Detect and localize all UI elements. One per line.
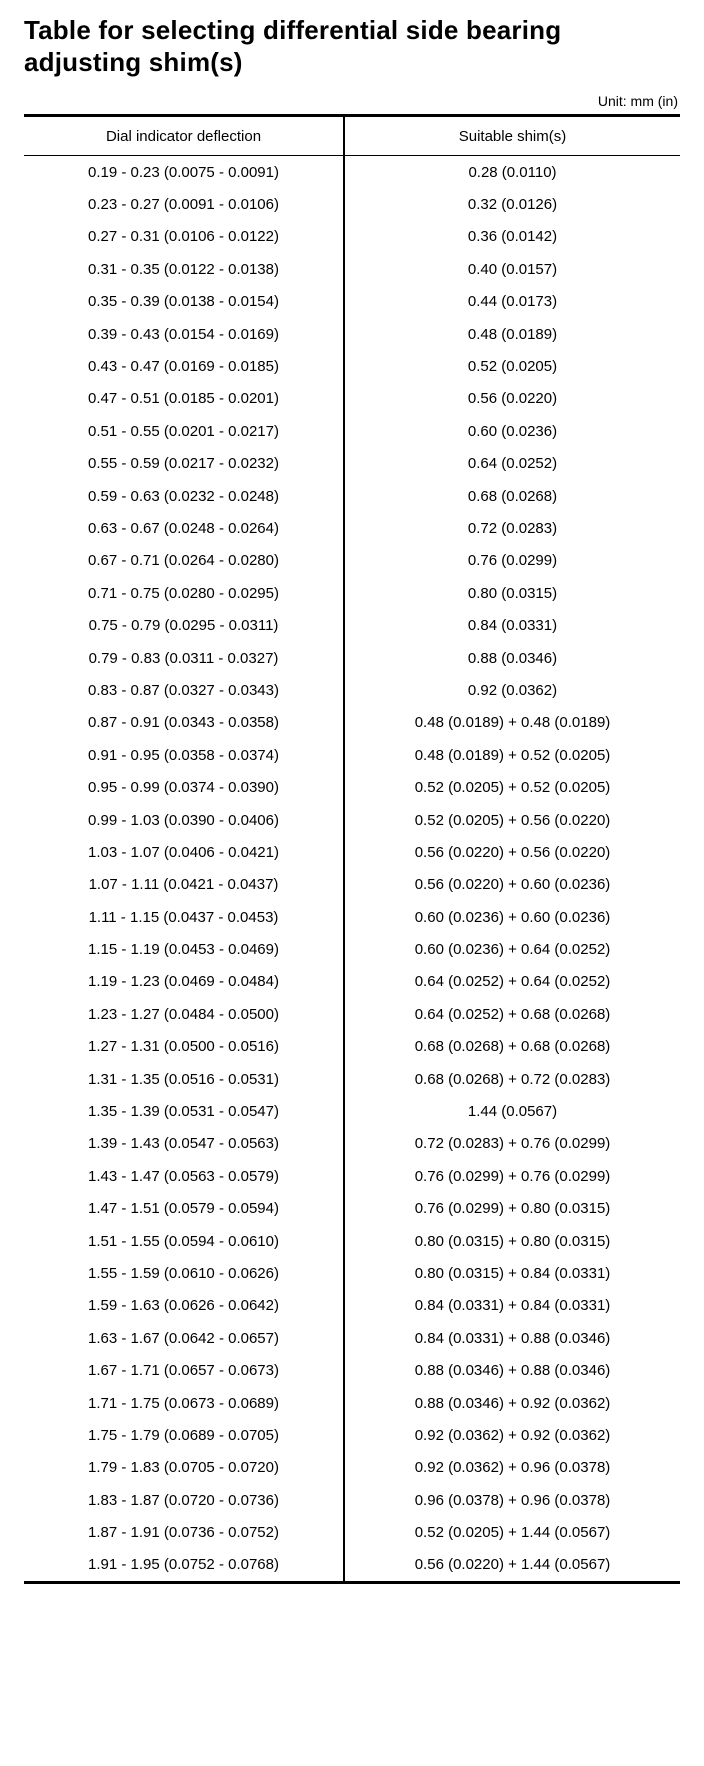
table-row (24, 221, 680, 253)
table-row (24, 415, 680, 447)
deflection-cell: 1.79 - 1.83 (0.0705 - 0.0720) (24, 1452, 344, 1484)
shim-cell: 0.44 (0.0173) (467, 293, 558, 311)
table-row (24, 609, 680, 641)
deflection-cell: 0.91 - 0.95 (0.0358 - 0.0374) (24, 739, 344, 771)
deflection-cell: 0.71 - 0.75 (0.0280 - 0.0295) (24, 577, 344, 609)
shim-cell: 0.76 (0.0299) + 0.76 (0.0299) (414, 1167, 611, 1185)
header-dial-indicator-deflection: Dial indicator deflection (24, 116, 344, 156)
deflection-cell: 1.75 - 1.79 (0.0689 - 0.0705) (24, 1419, 344, 1451)
shim-cell: 0.92 (0.0362) + 0.92 (0.0362) (414, 1426, 611, 1444)
deflection-cell: 1.39 - 1.43 (0.0547 - 0.0563) (24, 1128, 344, 1160)
deflection-cell: 0.83 - 0.87 (0.0327 - 0.0343) (24, 674, 344, 706)
deflection-cell: 0.87 - 0.91 (0.0343 - 0.0358) (24, 707, 344, 739)
table-row (24, 1387, 680, 1419)
unit-label: Unit: mm (in) (597, 93, 678, 109)
shim-selection-table (24, 114, 680, 1584)
table-row (24, 674, 680, 706)
deflection-cell: 1.19 - 1.23 (0.0469 - 0.0484) (24, 966, 344, 998)
document-page (24, 0, 680, 1584)
deflection-cell: 0.59 - 0.63 (0.0232 - 0.0248) (24, 480, 344, 512)
table-header-row (24, 116, 680, 156)
deflection-cell: 0.19 - 0.23 (0.0075 - 0.0091) (24, 156, 344, 189)
deflection-cell: 1.55 - 1.59 (0.0610 - 0.0626) (24, 1257, 344, 1289)
table-row (24, 1452, 680, 1484)
shim-cell: 0.76 (0.0299) (467, 552, 558, 570)
shim-cell: 0.60 (0.0236) + 0.60 (0.0236) (414, 908, 611, 926)
deflection-cell: 0.55 - 0.59 (0.0217 - 0.0232) (24, 448, 344, 480)
shim-cell: 0.48 (0.0189) (467, 325, 558, 343)
deflection-cell: 1.91 - 1.95 (0.0752 - 0.0768) (24, 1549, 344, 1583)
shim-cell: 0.88 (0.0346) + 0.88 (0.0346) (414, 1362, 611, 1380)
table-row (24, 188, 680, 220)
deflection-cell: 1.15 - 1.19 (0.0453 - 0.0469) (24, 933, 344, 965)
shim-cell: 0.80 (0.0315) + 0.84 (0.0331) (414, 1264, 611, 1282)
deflection-cell: 1.43 - 1.47 (0.0563 - 0.0579) (24, 1160, 344, 1192)
deflection-cell: 1.71 - 1.75 (0.0673 - 0.0689) (24, 1387, 344, 1419)
deflection-cell: 0.63 - 0.67 (0.0248 - 0.0264) (24, 512, 344, 544)
table-row (24, 1257, 680, 1289)
shim-cell: 0.68 (0.0268) + 0.68 (0.0268) (414, 1038, 611, 1056)
shim-cell: 0.60 (0.0236) (467, 422, 558, 440)
table-row (24, 642, 680, 674)
table-row (24, 707, 680, 739)
deflection-cell: 1.67 - 1.71 (0.0657 - 0.0673) (24, 1354, 344, 1386)
shim-cell: 0.68 (0.0268) + 0.72 (0.0283) (414, 1070, 611, 1088)
shim-cell: 0.52 (0.0205) + 0.52 (0.0205) (414, 779, 611, 797)
table-row (24, 577, 680, 609)
table-row (24, 318, 680, 350)
deflection-cell: 1.23 - 1.27 (0.0484 - 0.0500) (24, 998, 344, 1030)
deflection-cell: 0.47 - 0.51 (0.0185 - 0.0201) (24, 383, 344, 415)
table-row (24, 1128, 680, 1160)
shim-cell: 0.52 (0.0205) (467, 358, 558, 376)
table-row (24, 836, 680, 868)
shim-cell: 0.28 (0.0110) (468, 163, 557, 181)
deflection-cell: 1.63 - 1.67 (0.0642 - 0.0657) (24, 1322, 344, 1354)
deflection-cell: 0.23 - 0.27 (0.0091 - 0.0106) (24, 188, 344, 220)
deflection-cell: 1.47 - 1.51 (0.0579 - 0.0594) (24, 1193, 344, 1225)
page-title (24, 14, 680, 78)
table-row (24, 933, 680, 965)
shim-cell: 1.44 (0.0567) (467, 1103, 558, 1121)
shim-cell: 0.56 (0.0220) (467, 390, 558, 408)
table-row (24, 1484, 680, 1516)
shim-cell: 0.40 (0.0157) (467, 260, 558, 278)
shim-cell: 0.72 (0.0283) (467, 519, 558, 537)
shim-cell: 0.52 (0.0205) + 0.56 (0.0220) (414, 811, 611, 829)
table-row (24, 1193, 680, 1225)
table-row (24, 804, 680, 836)
deflection-cell: 0.31 - 0.35 (0.0122 - 0.0138) (24, 253, 344, 285)
table-row (24, 966, 680, 998)
table-row (24, 1516, 680, 1548)
table-row (24, 156, 680, 189)
deflection-cell: 1.83 - 1.87 (0.0720 - 0.0736) (24, 1484, 344, 1516)
shim-cell: 0.60 (0.0236) + 0.64 (0.0252) (414, 941, 611, 959)
table-row (24, 771, 680, 803)
shim-cell: 0.92 (0.0362) + 0.96 (0.0378) (414, 1459, 611, 1477)
shim-cell: 0.80 (0.0315) + 0.80 (0.0315) (414, 1232, 611, 1250)
table-row (24, 1063, 680, 1095)
title-line-1: Table for selecting differential side bearing (24, 15, 562, 45)
shim-cell: 0.88 (0.0346) (467, 649, 558, 667)
table-row (24, 1419, 680, 1451)
table-row (24, 869, 680, 901)
deflection-cell: 0.51 - 0.55 (0.0201 - 0.0217) (24, 415, 344, 447)
shim-cell: 0.84 (0.0331) + 0.88 (0.0346) (414, 1329, 611, 1347)
table-row (24, 253, 680, 285)
deflection-cell: 1.59 - 1.63 (0.0626 - 0.0642) (24, 1290, 344, 1322)
table-row (24, 1290, 680, 1322)
deflection-cell: 0.39 - 0.43 (0.0154 - 0.0169) (24, 318, 344, 350)
deflection-cell: 0.35 - 0.39 (0.0138 - 0.0154) (24, 286, 344, 318)
table-row (24, 480, 680, 512)
table-row (24, 1160, 680, 1192)
shim-cell: 0.64 (0.0252) + 0.68 (0.0268) (414, 1005, 611, 1023)
table-row (24, 998, 680, 1030)
table-row (24, 1549, 680, 1583)
header-suitable-shims: Suitable shim(s) (344, 116, 680, 156)
deflection-cell: 1.11 - 1.15 (0.0437 - 0.0453) (24, 901, 344, 933)
table-body (24, 156, 680, 1583)
table-row (24, 350, 680, 382)
deflection-cell: 1.07 - 1.11 (0.0421 - 0.0437) (24, 869, 344, 901)
shim-cell: 0.80 (0.0315) (467, 584, 558, 602)
deflection-cell: 1.35 - 1.39 (0.0531 - 0.0547) (24, 1095, 344, 1127)
table-row (24, 1225, 680, 1257)
shim-cell: 0.96 (0.0378) + 0.96 (0.0378) (414, 1491, 611, 1509)
deflection-cell: 0.43 - 0.47 (0.0169 - 0.0185) (24, 350, 344, 382)
deflection-cell: 1.51 - 1.55 (0.0594 - 0.0610) (24, 1225, 344, 1257)
table-row (24, 1322, 680, 1354)
shim-cell: 0.84 (0.0331) (467, 617, 558, 635)
deflection-cell: 0.99 - 1.03 (0.0390 - 0.0406) (24, 804, 344, 836)
shim-cell: 0.56 (0.0220) + 1.44 (0.0567) (414, 1556, 611, 1574)
table-row (24, 512, 680, 544)
title-line-2: adjusting shim(s) (24, 47, 243, 77)
deflection-cell: 1.27 - 1.31 (0.0500 - 0.0516) (24, 1031, 344, 1063)
shim-cell: 0.92 (0.0362) (467, 681, 558, 699)
table-row (24, 739, 680, 771)
shim-cell: 0.88 (0.0346) + 0.92 (0.0362) (414, 1394, 611, 1412)
deflection-cell: 1.87 - 1.91 (0.0736 - 0.0752) (24, 1516, 344, 1548)
shim-cell: 0.72 (0.0283) + 0.76 (0.0299) (414, 1135, 611, 1153)
table-row (24, 286, 680, 318)
shim-cell: 0.48 (0.0189) + 0.48 (0.0189) (414, 714, 611, 732)
table-row (24, 1095, 680, 1127)
table-row (24, 1354, 680, 1386)
table-row (24, 1031, 680, 1063)
shim-cell: 0.36 (0.0142) (467, 228, 558, 246)
shim-cell: 0.48 (0.0189) + 0.52 (0.0205) (414, 746, 611, 764)
shim-cell: 0.84 (0.0331) + 0.84 (0.0331) (414, 1297, 611, 1315)
deflection-cell: 0.95 - 0.99 (0.0374 - 0.0390) (24, 771, 344, 803)
table-row (24, 901, 680, 933)
table-row (24, 383, 680, 415)
shim-cell: 0.52 (0.0205) + 1.44 (0.0567) (414, 1524, 611, 1542)
shim-cell: 0.56 (0.0220) + 0.60 (0.0236) (414, 876, 611, 894)
shim-cell: 0.32 (0.0126) (467, 196, 558, 214)
deflection-cell: 0.27 - 0.31 (0.0106 - 0.0122) (24, 221, 344, 253)
deflection-cell: 0.75 - 0.79 (0.0295 - 0.0311) (24, 609, 344, 641)
table-row (24, 448, 680, 480)
shim-cell: 0.76 (0.0299) + 0.80 (0.0315) (414, 1200, 611, 1218)
shim-cell: 0.56 (0.0220) + 0.56 (0.0220) (414, 843, 611, 861)
deflection-cell: 0.67 - 0.71 (0.0264 - 0.0280) (24, 545, 344, 577)
shim-cell: 0.64 (0.0252) (467, 455, 558, 473)
deflection-cell: 1.03 - 1.07 (0.0406 - 0.0421) (24, 836, 344, 868)
shim-cell: 0.64 (0.0252) + 0.64 (0.0252) (414, 973, 611, 991)
table-row (24, 545, 680, 577)
deflection-cell: 1.31 - 1.35 (0.0516 - 0.0531) (24, 1063, 344, 1095)
deflection-cell: 0.79 - 0.83 (0.0311 - 0.0327) (24, 642, 344, 674)
shim-cell: 0.68 (0.0268) (467, 487, 558, 505)
